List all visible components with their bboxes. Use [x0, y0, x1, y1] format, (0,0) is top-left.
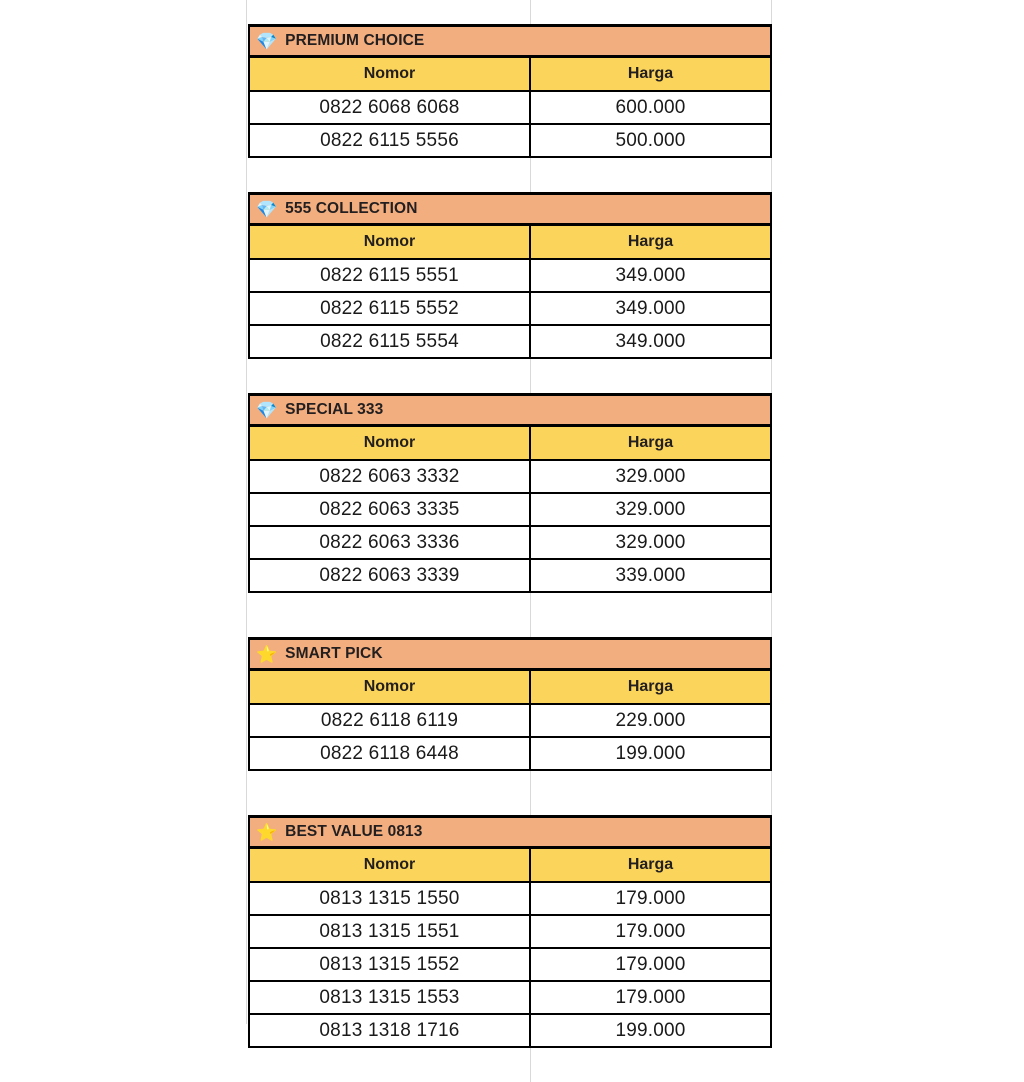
cell-nomor: 0813 1315 1551: [248, 916, 531, 949]
cell-harga: 349.000: [531, 293, 772, 326]
cell-harga: 179.000: [531, 949, 772, 982]
cell-harga: 600.000: [531, 92, 772, 125]
table-row: [248, 293, 772, 326]
column-header-nomor: Nomor: [248, 671, 531, 705]
section-banner: [248, 815, 772, 849]
cell-harga: 199.000: [531, 1015, 772, 1048]
cell-nomor: 0822 6063 3339: [248, 560, 531, 593]
gem-icon: 💎: [256, 199, 278, 219]
table-row: [248, 527, 772, 560]
table-row: [248, 883, 772, 916]
column-header-harga: Harga: [531, 849, 772, 883]
cell-harga: 349.000: [531, 260, 772, 293]
cell-harga: 179.000: [531, 916, 772, 949]
cell-nomor: 0822 6063 3336: [248, 527, 531, 560]
section-spacer-row: [248, 771, 772, 815]
cell-nomor: 0813 1315 1550: [248, 883, 531, 916]
section-banner: [248, 24, 772, 58]
cell-nomor: 0822 6063 3335: [248, 494, 531, 527]
section-2: [248, 393, 772, 593]
column-header-row: [248, 58, 772, 92]
spacer-cell-left: [248, 1048, 531, 1082]
spacer-cell-left: [248, 359, 531, 393]
spacer-cell-right: [531, 0, 772, 24]
cell-harga: 179.000: [531, 883, 772, 916]
section-0: [248, 24, 772, 158]
cell-harga: 199.000: [531, 738, 772, 771]
gem-icon: 💎: [256, 31, 278, 51]
cell-harga: 179.000: [531, 982, 772, 1015]
cell-nomor: 0822 6115 5552: [248, 293, 531, 326]
cell-nomor: 0822 6118 6119: [248, 705, 531, 738]
spacer-cell-right: [531, 771, 772, 815]
cell-harga: 339.000: [531, 560, 772, 593]
section-spacer-row: [248, 593, 772, 637]
cell-nomor: 0822 6115 5554: [248, 326, 531, 359]
spacer-cell-left: [248, 593, 531, 637]
table-row: [248, 949, 772, 982]
column-header-harga: Harga: [531, 671, 772, 705]
column-header-harga: Harga: [531, 58, 772, 92]
cell-nomor: 0822 6115 5556: [248, 125, 531, 158]
spacer-cell-right: [531, 593, 772, 637]
section-3: [248, 637, 772, 771]
table-row: [248, 738, 772, 771]
cell-nomor: 0813 1318 1716: [248, 1015, 531, 1048]
cell-harga: 349.000: [531, 326, 772, 359]
column-header-harga: Harga: [531, 427, 772, 461]
column-header-row: [248, 226, 772, 260]
spacer-cell-right: [531, 359, 772, 393]
column-header-nomor: Nomor: [248, 427, 531, 461]
section-4: [248, 815, 772, 1048]
cell-harga: 329.000: [531, 527, 772, 560]
section-banner: [248, 637, 772, 671]
section-title: BEST VALUE 0813: [285, 823, 423, 840]
table-row: [248, 461, 772, 494]
star-icon: ⭐: [256, 644, 278, 664]
table-row: [248, 1015, 772, 1048]
column-header-nomor: Nomor: [248, 58, 531, 92]
cell-nomor: 0822 6118 6448: [248, 738, 531, 771]
column-header-harga: Harga: [531, 226, 772, 260]
section-title: SMART PICK: [285, 645, 383, 662]
spacer-cell-right: [531, 158, 772, 192]
table-row: [248, 92, 772, 125]
spacer-cell-left: [248, 158, 531, 192]
section-spacer-row: [248, 1048, 772, 1082]
spacer-cell-left: [248, 771, 531, 815]
cell-nomor: 0813 1315 1553: [248, 982, 531, 1015]
table-row: [248, 260, 772, 293]
spacer-cell-left: [248, 0, 531, 24]
cell-harga: 329.000: [531, 461, 772, 494]
gridline-left: [246, 0, 247, 1024]
cell-nomor: 0822 6063 3332: [248, 461, 531, 494]
table-row: [248, 494, 772, 527]
cell-nomor: 0813 1315 1552: [248, 949, 531, 982]
section-title: 555 COLLECTION: [285, 200, 418, 217]
table-row: [248, 705, 772, 738]
gem-icon: 💎: [256, 400, 278, 420]
table-row: [248, 125, 772, 158]
cell-harga: 329.000: [531, 494, 772, 527]
section-banner: [248, 192, 772, 226]
section-spacer-row: [248, 359, 772, 393]
top-spacer-row: [248, 0, 772, 24]
section-title: SPECIAL 333: [285, 401, 384, 418]
column-header-nomor: Nomor: [248, 226, 531, 260]
table-row: [248, 916, 772, 949]
cell-harga: 229.000: [531, 705, 772, 738]
section-title: PREMIUM CHOICE: [285, 32, 425, 49]
section-banner: [248, 393, 772, 427]
table-row: [248, 326, 772, 359]
table-row: [248, 982, 772, 1015]
cell-nomor: 0822 6068 6068: [248, 92, 531, 125]
table-row: [248, 560, 772, 593]
cell-harga: 500.000: [531, 125, 772, 158]
section-1: [248, 192, 772, 359]
section-spacer-row: [248, 158, 772, 192]
cell-nomor: 0822 6115 5551: [248, 260, 531, 293]
column-header-nomor: Nomor: [248, 849, 531, 883]
spacer-cell-right: [531, 1048, 772, 1082]
column-header-row: [248, 849, 772, 883]
price-list-sheet: [248, 0, 772, 1082]
star-icon: ⭐: [256, 822, 278, 842]
column-header-row: [248, 427, 772, 461]
column-header-row: [248, 671, 772, 705]
